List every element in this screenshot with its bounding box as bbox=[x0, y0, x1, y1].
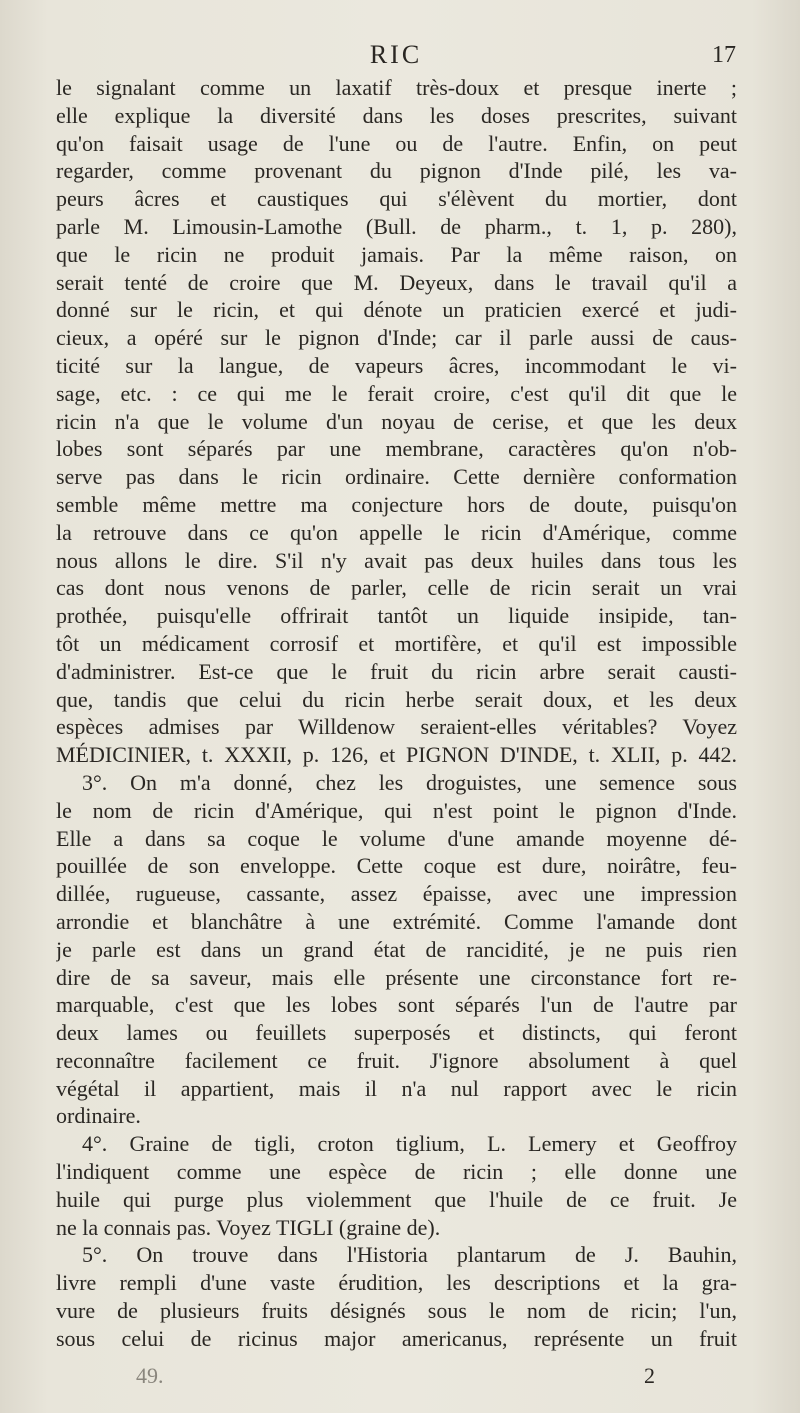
text-line: lobes sont séparés par une membrane, caractères qu'on n'ob- bbox=[56, 436, 737, 462]
text-line: l'indiquent comme une espèce de ricin ; elle donne une bbox=[56, 1159, 737, 1185]
text-line: Elle a dans sa coque le volume d'une amande moyenne dé- bbox=[56, 825, 737, 851]
body-text bbox=[56, 74, 737, 1353]
text-line: je parle est dans un grand état de rancidité, je ne puis rien bbox=[56, 936, 737, 962]
text-line: prothée, puisqu'elle offrirait tantôt un liquide insipide, tan- bbox=[56, 603, 737, 629]
text-line: pouillée de son enveloppe. Cette coque est dure, noirâtre, feu- bbox=[56, 853, 737, 879]
text-line: dillée, rugueuse, cassante, assez épaisse, avec une impression bbox=[56, 881, 737, 907]
sheet-mark: 2 bbox=[644, 1363, 655, 1388]
text-line: nous allons le dire. S'il n'y avait pas deux huiles dans tous les bbox=[56, 547, 737, 573]
text-line: parle M. Limousin-Lamothe (Bull. de pharm., t. 1, p. 280), bbox=[56, 213, 737, 239]
text-line: vure de plusieurs fruits désignés sous le nom de ricin; l'un, bbox=[56, 1298, 737, 1324]
text-line: arrondie et blanchâtre à une extrémité. Comme l'amande dont bbox=[56, 908, 737, 934]
text-line: ne la connais pas. Voyez TIGLI (graine de). bbox=[56, 1214, 441, 1240]
text-line: marquable, c'est que les lobes sont séparés l'un de l'autre par bbox=[56, 992, 737, 1018]
text-line: livre rempli d'une vaste érudition, les descriptions et la gra- bbox=[56, 1270, 737, 1296]
text-line: dire de sa saveur, mais elle présente une circonstance fort re- bbox=[56, 964, 737, 990]
text-line: espèces admises par Willdenow seraient-elles véritables? Voyez bbox=[56, 714, 737, 740]
text-line: regarder, comme provenant du pignon d'Inde pilé, les va- bbox=[56, 158, 737, 184]
text-line: serve pas dans le ricin ordinaire. Cette dernière conformation bbox=[56, 464, 737, 490]
text-line: deux lames ou feuillets superposés et distincts, qui feront bbox=[56, 1020, 737, 1046]
text-line: elle explique la diversité dans les doses prescrites, suivant bbox=[56, 102, 737, 128]
text-line: donné sur le ricin, et qui dénote un praticien exercé et judi- bbox=[56, 297, 737, 323]
paragraph-3-start: 3°. On m'a donné, chez les droguistes, une semence sous bbox=[82, 769, 737, 795]
text-line: le nom de ricin d'Amérique, qui n'est point le pignon d'Inde. bbox=[56, 797, 737, 823]
text-line: serait tenté de croire que M. Deyeux, dans le travail qu'il a bbox=[56, 269, 737, 295]
page-header bbox=[56, 40, 736, 76]
text-line: peurs âcres et caustiques qui s'élèvent du mortier, dont bbox=[56, 186, 737, 212]
text-line: le signalant comme un laxatif très-doux et presque inerte ; bbox=[56, 75, 737, 100]
text-line: cas dont nous venons de parler, celle de ricin serait un vrai bbox=[56, 575, 737, 601]
text-line: sous celui de ricinus major americanus, représente un fruit bbox=[56, 1325, 737, 1351]
text-line: que le ricin ne produit jamais. Par la même raison, on bbox=[56, 241, 737, 267]
text-line: reconnaître facilement ce fruit. J'ignore absolument à quel bbox=[56, 1047, 737, 1073]
signature-mark: 49. bbox=[136, 1363, 164, 1388]
text-line: MÉDICINIER, t. XXXII, p. 126, et PIGNON D'INDE, t. XLII, p. 442. bbox=[56, 742, 737, 768]
text-line: qu'on faisait usage de l'une ou de l'autre. Enfin, on peut bbox=[56, 130, 737, 156]
paragraph-4-start: 4°. Graine de tigli, croton tiglium, L. Lemery et Geoffroy bbox=[82, 1131, 737, 1157]
text-line: tôt un médicament corrosif et mortifère, et qu'il est impossible bbox=[56, 630, 737, 656]
text-line: ordinaire. bbox=[56, 1103, 141, 1129]
text-line: végétal il appartient, mais il n'a nul rapport avec le ricin bbox=[56, 1075, 737, 1101]
text-line: sage, etc. : ce qui me le ferait croire, c'est qu'il dit que le bbox=[56, 380, 737, 406]
text-line: d'administrer. Est-ce que le fruit du ricin arbre serait causti- bbox=[56, 658, 737, 684]
text-line: la retrouve dans ce qu'on appelle le ricin d'Amérique, comme bbox=[56, 519, 737, 545]
page-footer bbox=[56, 1363, 737, 1393]
running-head: RIC bbox=[369, 40, 423, 69]
text-line: que, tandis que celui du ricin herbe serait doux, et les deux bbox=[56, 686, 737, 712]
paragraph-5-start: 5°. On trouve dans l'Historia plantarum de J. Bauhin, bbox=[82, 1242, 737, 1268]
text-line: ticité sur la langue, de vapeurs âcres, incommodant le vi- bbox=[56, 352, 737, 378]
text-line: huile qui purge plus violemment que l'huile de ce fruit. Je bbox=[56, 1186, 737, 1212]
text-line: cieux, a opéré sur le pignon d'Inde; car il parle aussi de caus- bbox=[56, 325, 737, 351]
text-line: semble même mettre ma conjecture hors de doute, puisqu'on bbox=[56, 491, 737, 517]
text-line: ricin n'a que le volume d'un noyau de cerise, et que les deux bbox=[56, 408, 737, 434]
page-number: 17 bbox=[712, 42, 736, 68]
